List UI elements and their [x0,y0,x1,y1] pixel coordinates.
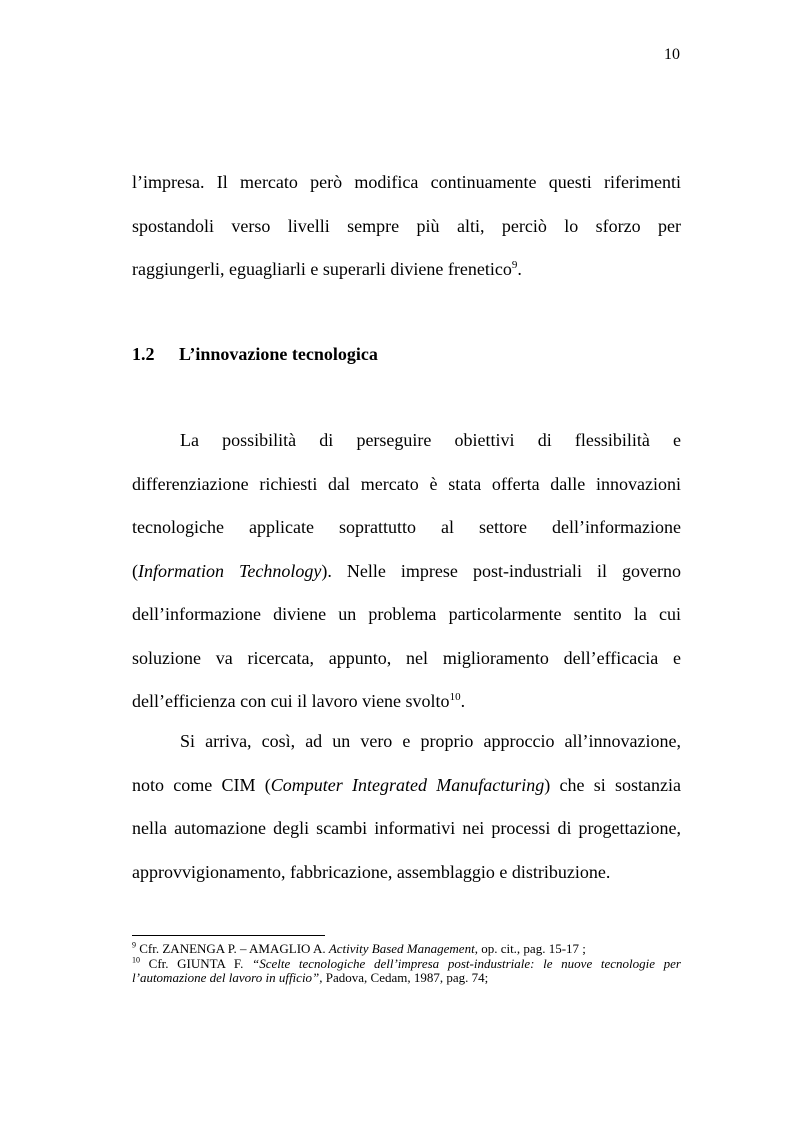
text-line: La possibilità di perseguire obiettivi di flessibilità e [180,430,681,450]
text-line: l’impresa. Il mercato però modifica continuamente questi riferimenti [132,172,681,192]
text-line: raggiungerli, eguagliarli e superarli diviene frenetico$^9$. [132,259,522,279]
italic-term: Computer Integrated Manufacturing [270,774,545,795]
text-line: differenziazione richiesti dal mercato è stata offerta dalle innovazioni [132,473,681,494]
text-line: dell’efficienza con cui il lavoro viene svolto$^{10}$. [132,691,466,711]
footnotes [132,942,681,986]
text-line: noto come CIM (Computer Integrated Manufacturing) che si sostanzia [132,774,681,795]
paragraph-innovation [132,419,681,724]
italic-term: Information Technology [138,560,322,581]
text-line: nella automazione degli scambi informativi nei processi di progettazione, [132,818,681,838]
section-heading [132,344,378,365]
paragraph-cim [132,720,681,894]
intro-paragraph [132,161,681,292]
text-line: approvvigionamento, fabbricazione, assemblaggio e distribuzione. [132,861,611,882]
footnote-10-continued: l’automazione del lavoro in ufficio”, Padova, Cedam, 1987, pag. 74; [132,970,489,985]
footnote-ref-9[interactable]: 9 [511,259,518,271]
text-line: tecnologiche applicate soprattutto al settore dell’informazione [132,517,681,537]
footnote-9: $^9$ Cfr. ZANENGA P. – AMAGLIO A. Activity Based Management, op. cit., pag. 15-17 ; [132,940,586,956]
section-title: L’innovazione tecnologica [179,344,378,364]
footnote-divider [132,935,325,936]
page-number: 10 [664,46,680,63]
text-line: Si arriva, così, ad un vero e proprio approccio all’innovazione, [180,731,681,751]
text-line: (Information Technology). Nelle imprese post-industriali il governo [132,560,682,581]
section-number: 1.2 [132,344,155,364]
text-line: spostandoli verso livelli sempre più alti, perciò lo sforzo per [132,215,681,236]
footnote-10: $^{10}$ Cfr. GIUNTA F. “Scelte tecnologiche dell’impresa post-industriale: le nuove tecnologie per [132,955,681,971]
text-line: soluzione va ricercata, appunto, nel miglioramento dell’efficacia e [132,647,681,668]
footnote-ref-10[interactable]: 10 [449,691,461,703]
text-line: dell’informazione diviene un problema particolarmente sentito la cui [132,604,681,624]
